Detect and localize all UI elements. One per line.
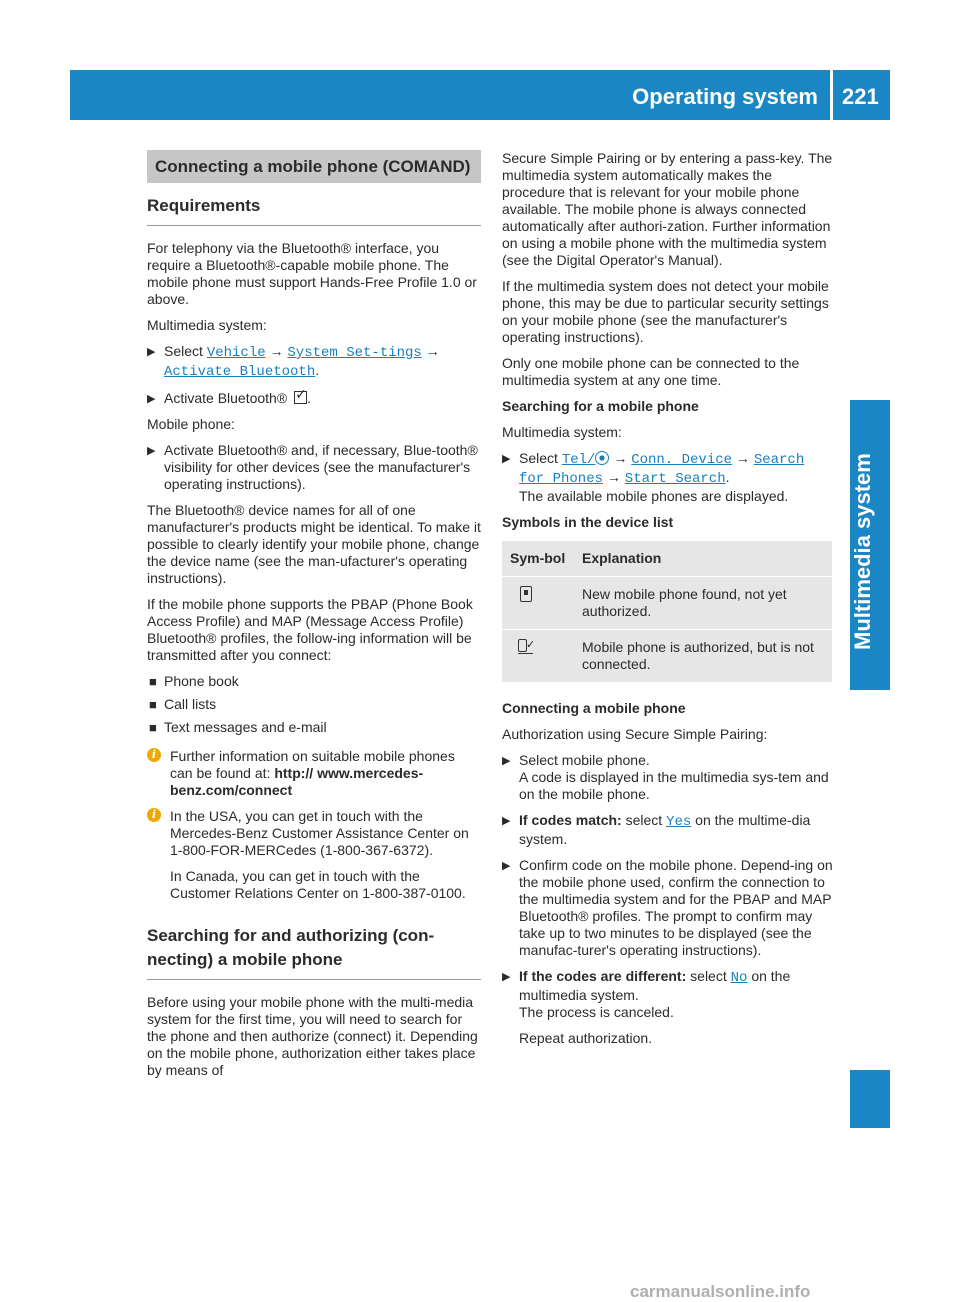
menu-item-conn-device[interactable]: Conn. Device	[631, 452, 733, 468]
period: .	[315, 362, 320, 378]
explanation-cell: Mobile phone is authorized, but is not connected.	[574, 630, 832, 683]
searching-heading: Searching for a mobile phone	[502, 398, 699, 414]
step-arrow-icon: ▶	[502, 755, 511, 767]
step-text: Activate Bluetooth® and, if necessary, Blue-tooth® visibility for other devices (see the manufacturer's operating instructions).	[164, 442, 478, 492]
step-arrow-icon: ▶	[147, 445, 156, 457]
step-codes-match	[502, 812, 834, 848]
step-phone-bluetooth	[147, 442, 481, 493]
explanation-cell: New mobile phone found, not yet authorized.	[574, 577, 832, 630]
arrow-symbol: →	[425, 343, 440, 359]
period: .	[725, 469, 730, 485]
step-text: The process is canceled.	[519, 1004, 674, 1020]
menu-item-system-settings[interactable]: System Set-tings	[287, 345, 422, 361]
step-text: Activate Bluetooth®	[164, 390, 288, 406]
list-item-text: Call lists	[164, 696, 217, 712]
list-item	[147, 719, 481, 736]
list-item	[147, 696, 481, 713]
period: .	[307, 390, 311, 406]
connecting-heading: Connecting a mobile phone	[502, 700, 686, 716]
list-item-text: Phone book	[164, 673, 239, 689]
step-arrow-icon: ▶	[147, 393, 156, 405]
step-text: Confirm code on the mobile phone. Depend-ing on the mobile phone used, confirm the connection to the multimedia system and for the PBAP and MAP Bluetooth® profiles. The prompt to confirm may take up to two minutes to be displayed (see the manufac-turer's operating instructions).	[519, 857, 833, 958]
step-text: on the multimedia system.	[519, 968, 791, 1003]
step-arrow-icon: ▶	[502, 815, 511, 827]
step-select-phone	[502, 752, 834, 803]
globe-icon[interactable]	[595, 451, 609, 465]
watermark: carmanualsonline.info	[630, 1282, 811, 1301]
list-item	[147, 673, 481, 690]
section-box-heading: Connecting a mobile phone (COMAND)	[147, 150, 481, 183]
detection-paragraph: If the multimedia system does not detect your mobile phone, this may be due to particular security settings on your mobile phone (see the manufacturer's operating instructions).	[502, 278, 829, 345]
search-section-heading: Searching for and authorizing (con-necting) a mobile phone	[147, 924, 481, 980]
step-text: Select mobile phone.	[519, 752, 650, 768]
mobile-phone-label: Mobile phone:	[147, 416, 235, 432]
step-text: select	[690, 968, 727, 984]
arrow-symbol: →	[735, 450, 750, 466]
column-header-explanation: Explanation	[582, 550, 662, 566]
single-phone-paragraph: Only one mobile phone can be connected to the multimedia system at any one time.	[502, 355, 800, 388]
bullet-icon: ■	[149, 674, 157, 689]
arrow-symbol: →	[613, 450, 628, 466]
checkbox-checked-icon	[294, 391, 307, 404]
info-note	[147, 748, 481, 799]
arrow-symbol: →	[606, 469, 621, 485]
info-url[interactable]: http:// www.mercedes-benz.com/connect	[170, 765, 424, 798]
step-search-phones	[502, 450, 834, 505]
table-row	[502, 630, 832, 683]
menu-item-activate-bluetooth[interactable]: Activate Bluetooth	[164, 364, 316, 380]
menu-item-no[interactable]: No	[730, 970, 748, 986]
list-item-text: Text messages and e-mail	[164, 719, 327, 735]
device-names-paragraph: The Bluetooth® device names for all of one manufacturer's products might be identical. To make it possible to clearly identify your mobile phone, change the device name (see the man-ufacturer's operating instructions).	[147, 502, 481, 586]
right-column	[502, 150, 834, 1056]
bullet-icon: ■	[149, 697, 157, 712]
step-arrow-icon: ▶	[502, 971, 511, 983]
symbols-table	[502, 541, 832, 682]
info-icon: i	[147, 808, 161, 822]
step-condition: If the codes are different:	[519, 968, 687, 984]
header-divider	[830, 70, 833, 120]
step-text: on the multime-dia system.	[519, 812, 811, 847]
step-activate-bluetooth	[147, 390, 481, 407]
step-arrow-icon: ▶	[147, 346, 156, 358]
step-select-vehicle	[147, 343, 481, 381]
step-text: A code is displayed in the multimedia sys-tem and on the mobile phone.	[519, 769, 829, 802]
step-codes-different	[502, 968, 834, 1047]
phone-icon	[520, 586, 532, 602]
bullet-icon: ■	[149, 720, 157, 735]
info-note	[147, 808, 481, 902]
menu-item-vehicle[interactable]: Vehicle	[206, 345, 266, 361]
step-text: select	[625, 812, 663, 828]
menu-item-start-search[interactable]: Start Search	[624, 471, 726, 487]
symbol-cell	[502, 630, 574, 683]
table-row	[502, 577, 832, 630]
left-column	[147, 150, 481, 1088]
step-text: Repeat authorization.	[519, 1030, 653, 1046]
multimedia-label: Multimedia system:	[502, 424, 622, 440]
step-result: The available mobile phones are displayed.	[519, 488, 789, 504]
requirements-paragraph: For telephony via the Bluetooth® interface, you require a Bluetooth®-capable mobile phone. The mobile phone must support Hands-Free Profile 1.0 or above.	[147, 240, 477, 307]
step-text: Select	[519, 450, 558, 466]
page-title: Operating system	[632, 84, 818, 109]
step-arrow-icon: ▶	[502, 453, 511, 465]
requirements-heading: Requirements	[147, 194, 481, 226]
step-condition: If codes match:	[519, 812, 622, 828]
info-icon: i	[147, 748, 161, 762]
pbap-paragraph: If the mobile phone supports the PBAP (Phone Book Access Profile) and MAP (Message Access Profile) Bluetooth® profiles, the follow-ing information will be transmitted after you connect:	[147, 596, 473, 663]
step-confirm-code	[502, 857, 834, 959]
table-header-row	[502, 541, 832, 577]
menu-item-yes[interactable]: Yes	[666, 814, 692, 830]
arrow-symbol: →	[269, 343, 284, 359]
page-number: 221	[842, 84, 879, 109]
symbols-heading: Symbols in the device list	[502, 514, 674, 530]
menu-item-tel[interactable]: Tel/	[561, 452, 596, 468]
info-text: In the USA, you can get in touch with the Mercedes-Benz Customer Assistance Center on 1-800-FOR-MERCedes (1-800-367-6372).	[170, 808, 469, 858]
chapter-tab-marker	[850, 1070, 890, 1128]
symbol-cell	[502, 577, 574, 630]
info-text: Further information on suitable mobile phones can be found at:	[170, 748, 455, 781]
multimedia-label: Multimedia system:	[147, 317, 267, 333]
info-text: In Canada, you can get in touch with the Customer Relations Center on 1-800-387-0100.	[170, 868, 466, 901]
search-paragraph: Before using your mobile phone with the multi-media system for the first time, you will need to search for the phone and then authorize (connect) it. Depending on the mobile phone, authorization either takes place by means of	[147, 994, 478, 1078]
step-arrow-icon: ▶	[502, 860, 511, 872]
column-header-symbol: Sym-bol	[510, 550, 566, 566]
pairing-paragraph: Secure Simple Pairing or by entering a pass-key. The multimedia system automatically makes the procedure that is relevant for your mobile phone available. The mobile phone is always connected automatically after authori-zation. Further information on using a mobile phone with the multimedia system (see the Digital Operator's Manual).	[502, 150, 833, 268]
menu-item-search-for-phones[interactable]: Search for Phones	[519, 452, 805, 487]
phone-check-icon	[518, 639, 533, 654]
chapter-tab-label: Multimedia system	[850, 453, 875, 650]
step-text: Select	[164, 343, 203, 359]
auth-label: Authorization using Secure Simple Pairing:	[502, 726, 768, 742]
